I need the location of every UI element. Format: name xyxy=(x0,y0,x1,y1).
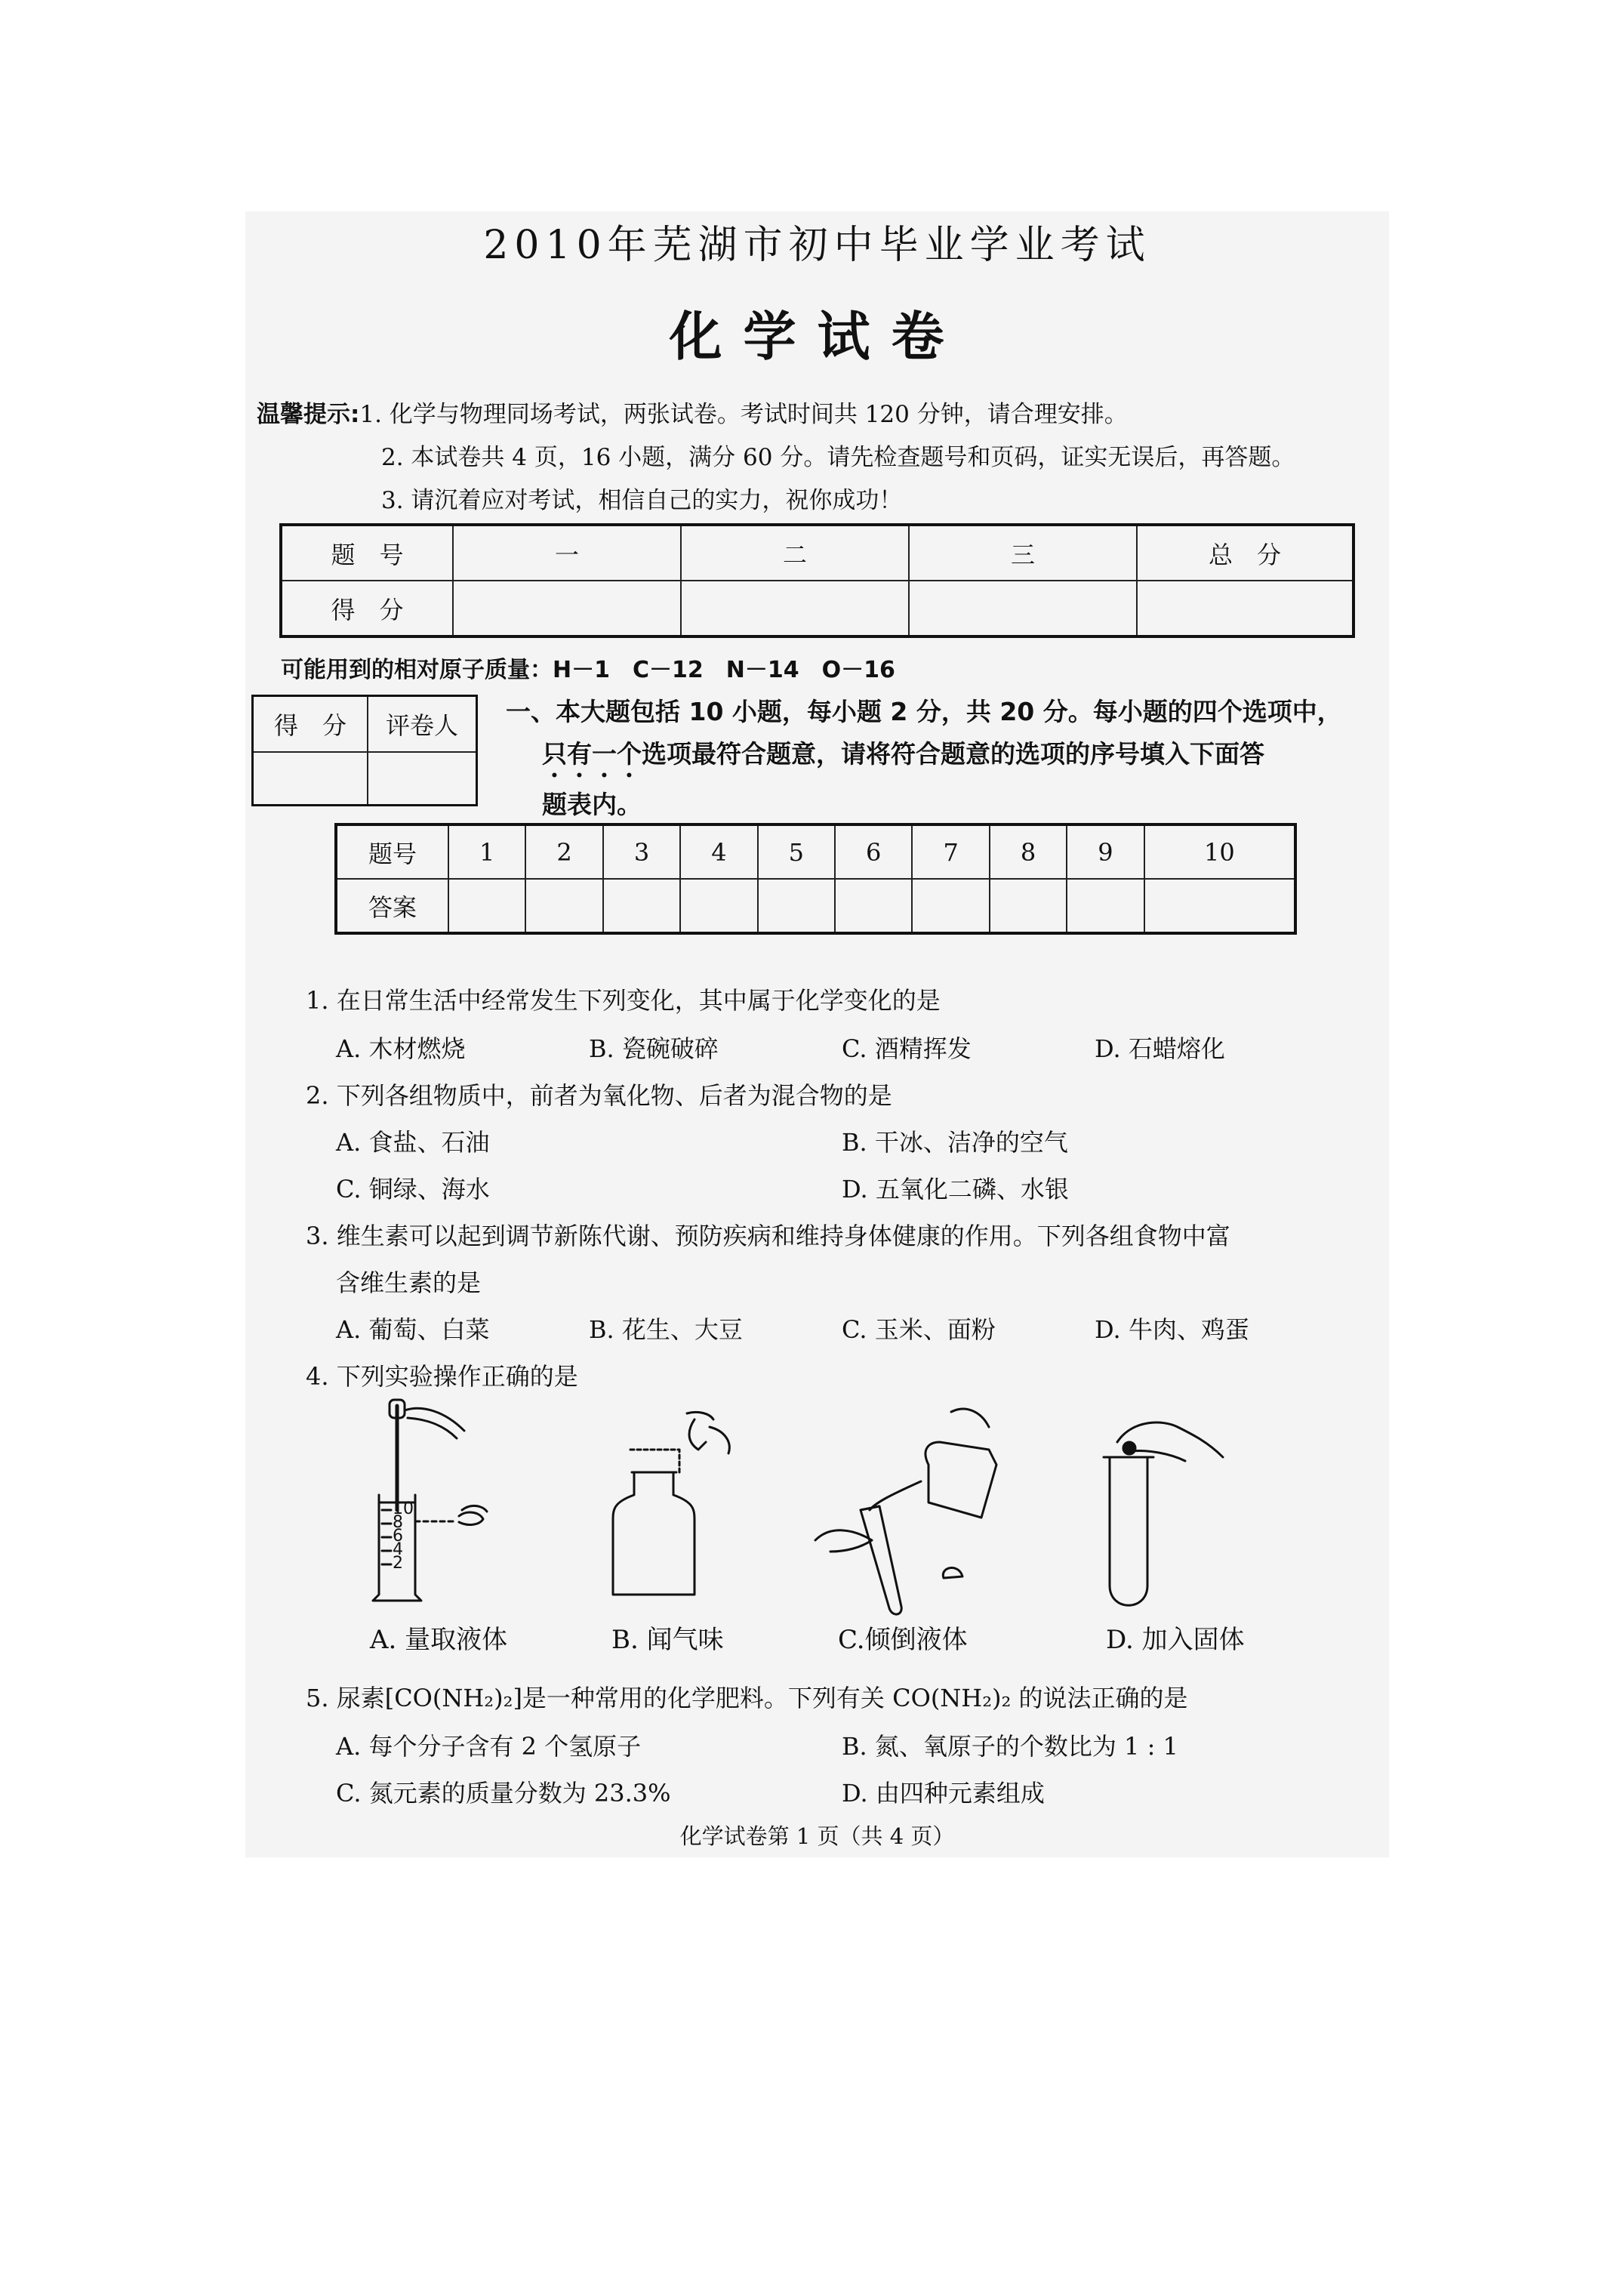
answer-cell[interactable] xyxy=(525,879,602,933)
answer-number-8: 8 xyxy=(990,824,1067,879)
answer-row-header-number: 题号 xyxy=(336,824,448,879)
q2-option-d: D. 五氧化二磷、水银 xyxy=(842,1175,1069,1203)
score-col-total: 总 分 xyxy=(1137,525,1354,581)
q4-label-c: C.倾倒液体 xyxy=(838,1625,968,1655)
q1-option-c: C. 酒精挥发 xyxy=(842,1034,972,1063)
q3-option-c: C. 玉米、面粉 xyxy=(842,1315,996,1344)
grader-score-cell[interactable] xyxy=(253,752,368,806)
answer-number-2: 2 xyxy=(525,824,602,879)
q5-option-a: A. 每个分子含有 2 个氢原子 xyxy=(336,1732,642,1761)
tip-line-2: 2. 本试卷共 4 页，16 小题，满分 60 分。请先检查题号和页码，证实无误后，再答题。 xyxy=(381,444,1295,471)
q4-label-a: A. 量取液体 xyxy=(370,1625,508,1655)
q1-stem: 1. 在日常生活中经常发生下列变化，其中属于化学变化的是 xyxy=(306,986,941,1015)
cylinder-tick-4: 4 xyxy=(393,1540,403,1559)
q5-option-c: C. 氮元素的质量分数为 23.3% xyxy=(336,1779,671,1808)
test-tube-figure xyxy=(1104,1422,1223,1605)
section-1-instructions xyxy=(506,691,1389,826)
grader-name-cell[interactable] xyxy=(368,752,477,806)
q3-stem-line-1: 3. 维生素可以起到调节新陈代谢、预防疾病和维持身体健康的作用。下列各组食物中富 xyxy=(306,1222,1230,1250)
cylinder-tick-2: 2 xyxy=(393,1554,403,1573)
section-1-line-2 xyxy=(506,733,1389,784)
answer-cell[interactable] xyxy=(448,879,525,933)
answer-cell[interactable] xyxy=(680,879,757,933)
answer-cell[interactable] xyxy=(1144,879,1295,933)
bottle-figure xyxy=(613,1412,729,1595)
q4-label-d: D. 加入固体 xyxy=(1106,1625,1245,1655)
cylinder-tick-8: 8 xyxy=(393,1513,403,1532)
section-1-line-2-rest: 选项最符合题意，请将符合题意的选项的序号填入下面答 xyxy=(642,739,1264,769)
q5-option-d: D. 由四种元素组成 xyxy=(842,1779,1045,1808)
q1-option-a: A. 木材燃烧 xyxy=(336,1034,466,1063)
q3-option-d: D. 牛肉、鸡蛋 xyxy=(1095,1315,1249,1344)
q5-stem: 5. 尿素[CO(NH₂)₂]是一种常用的化学肥料。下列有关 CO(NH₂)₂ 的说法正确的是 xyxy=(306,1684,1188,1712)
score-col-2: 二 xyxy=(681,525,909,581)
score-col-3: 三 xyxy=(909,525,1137,581)
answer-table xyxy=(334,823,1297,935)
answer-row-header-answer: 答案 xyxy=(336,879,448,933)
answer-number-1: 1 xyxy=(448,824,525,879)
score-row-header-score: 得 分 xyxy=(281,581,453,636)
q2-option-c: C. 铜绿、海水 xyxy=(336,1175,490,1203)
q3-stem-line-2: 含维生素的是 xyxy=(336,1268,482,1297)
score-row-header-number: 题 号 xyxy=(281,525,453,581)
paper-subtitle: 化学试卷 xyxy=(669,306,965,368)
score-cell[interactable] xyxy=(909,581,1137,636)
exam-title: 2010年芜湖市初中毕业学业考试 xyxy=(483,223,1151,268)
grader-name-header: 评卷人 xyxy=(368,696,477,752)
answer-cell[interactable] xyxy=(758,879,835,933)
tip-line-3: 3. 请沉着应对考试，相信自己的实力，祝你成功！ xyxy=(381,487,903,514)
score-cell[interactable] xyxy=(1137,581,1354,636)
q4-figures xyxy=(332,1397,1404,1623)
answer-cell[interactable] xyxy=(603,879,680,933)
page-footer: 化学试卷第 1 页（共 4 页） xyxy=(679,1823,955,1849)
tip-line-1 xyxy=(257,395,1128,429)
score-col-1: 一 xyxy=(453,525,681,581)
cylinder-tick-6: 6 xyxy=(393,1527,403,1546)
answer-cell[interactable] xyxy=(990,879,1067,933)
answer-number-7: 7 xyxy=(912,824,989,879)
answer-number-5: 5 xyxy=(758,824,835,879)
grader-box xyxy=(251,695,478,806)
q5-option-b: B. 氮、氧原子的个数比为 1 : 1 xyxy=(842,1732,1178,1761)
answer-cell[interactable] xyxy=(835,879,912,933)
tip-text-1: 1. 化学与物理同场考试，两张试卷。考试时间共 120 分钟，请合理安排。 xyxy=(359,401,1128,428)
cylinder-tick-10: 10 xyxy=(393,1499,414,1518)
q2-stem: 2. 下列各组物质中，前者为氧化物、后者为混合物的是 xyxy=(306,1081,892,1110)
grader-score-header: 得 分 xyxy=(253,696,368,752)
q3-option-b: B. 花生、大豆 xyxy=(589,1315,743,1344)
q4-stem: 4. 下列实验操作正确的是 xyxy=(306,1362,578,1391)
q4-label-b: B. 闻气味 xyxy=(611,1625,724,1655)
answer-number-9: 9 xyxy=(1067,824,1144,879)
q3-option-a: A. 葡萄、白菜 xyxy=(336,1315,490,1344)
answer-number-6: 6 xyxy=(835,824,912,879)
emphasis-only-one: 只有一个 xyxy=(542,739,642,769)
score-cell[interactable] xyxy=(453,581,681,636)
graduated-cylinder-figure xyxy=(373,1400,487,1601)
answer-number-10: 10 xyxy=(1144,824,1295,879)
score-table xyxy=(279,523,1355,638)
score-cell[interactable] xyxy=(681,581,909,636)
answer-cell[interactable] xyxy=(912,879,989,933)
section-1-line-1: 一、本大题包括 10 小题，每小题 2 分，共 20 分。每小题的四个选项中， xyxy=(506,697,1342,726)
answer-cell[interactable] xyxy=(1067,879,1144,933)
q2-option-a: A. 食盐、石油 xyxy=(336,1128,490,1157)
answer-number-4: 4 xyxy=(680,824,757,879)
atomic-masses: 可能用到的相对原子质量：H－1 C－12 N－14 O－16 xyxy=(281,657,895,683)
q1-option-d: D. 石蜡熔化 xyxy=(1095,1034,1225,1063)
q2-option-b: B. 干冰、洁净的空气 xyxy=(842,1128,1068,1157)
q1-option-b: B. 瓷碗破碎 xyxy=(589,1034,719,1063)
pouring-figure xyxy=(815,1409,996,1614)
answer-number-3: 3 xyxy=(603,824,680,879)
section-1-line-3: 题表内。 xyxy=(542,790,642,819)
tips-label: 温馨提示: xyxy=(257,401,360,428)
